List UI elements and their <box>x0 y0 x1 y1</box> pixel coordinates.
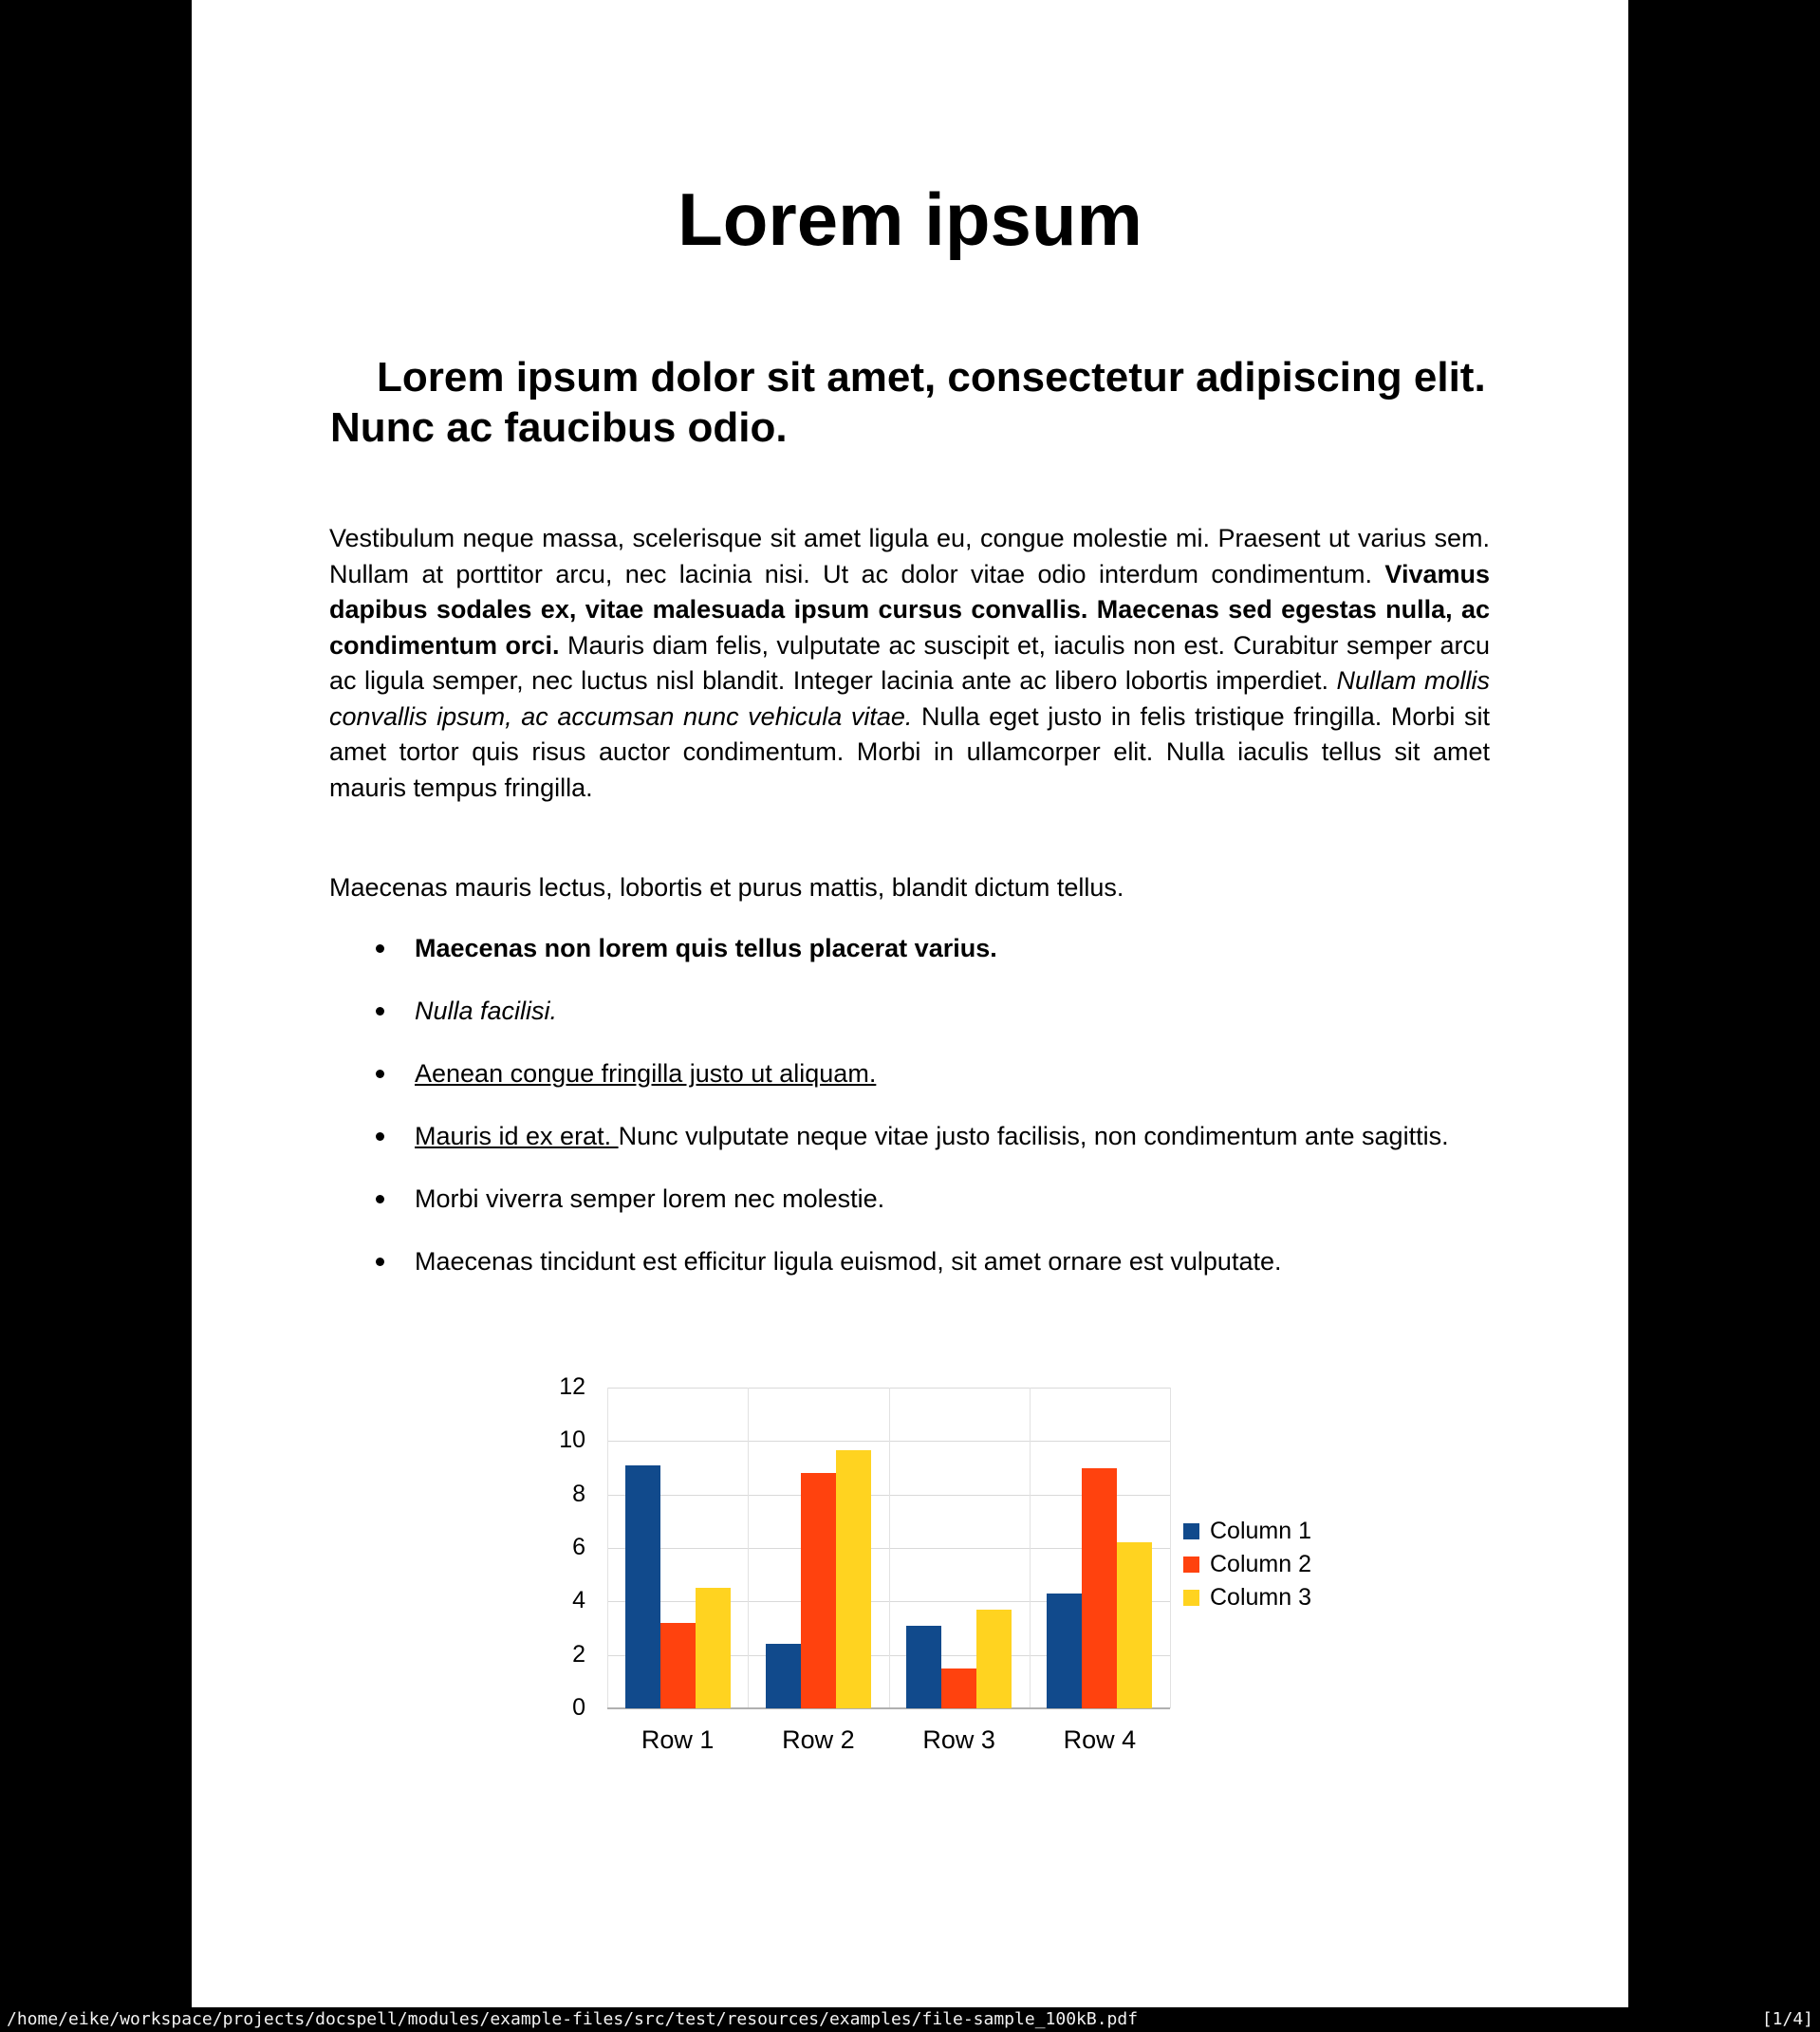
bullet-list <box>329 931 1490 1307</box>
legend-label: Column 3 <box>1210 1583 1311 1611</box>
text-segment: Maecenas non lorem quis tellus placerat varius. <box>415 934 997 962</box>
status-bar <box>0 2007 1820 2032</box>
chart-bar <box>625 1465 660 1708</box>
chart-vertical-gridline <box>748 1388 749 1708</box>
chart-bar <box>660 1623 696 1708</box>
bar-chart <box>192 1371 1628 1780</box>
legend-swatch <box>1183 1557 1199 1573</box>
bullet-item <box>329 931 1490 967</box>
bullet-item <box>329 994 1490 1030</box>
intro-paragraph: Maecenas mauris lectus, lobortis et purus mattis, blandit dictum tellus. <box>329 873 1124 902</box>
chart-y-tick-label: 4 <box>572 1587 585 1614</box>
chart-bar <box>976 1610 1012 1708</box>
chart-y-tick-label: 8 <box>572 1480 585 1507</box>
status-file-path: /home/eike/workspace/projects/docspell/modules/example-files/src/test/resources/examples/file-sample_100kB.pdf <box>7 2009 1139 2029</box>
legend-item <box>1183 1519 1311 1543</box>
document-heading: Lorem ipsum dolor sit amet, consectetur adipiscing elit. Nunc ac faucibus odio. <box>330 354 1486 451</box>
bullet-item <box>329 1056 1490 1092</box>
bullet-dot-icon <box>376 1070 384 1078</box>
chart-bar <box>696 1588 731 1708</box>
document-title: Lorem ipsum <box>678 177 1142 261</box>
chart-bar <box>1047 1594 1082 1708</box>
chart-y-tick-label: 6 <box>572 1534 585 1560</box>
chart-bar <box>766 1644 801 1708</box>
chart-bar <box>801 1473 836 1708</box>
bullet-dot-icon <box>376 1007 384 1016</box>
chart-y-tick-label: 2 <box>572 1640 585 1668</box>
text-segment: Mauris diam felis, vulputate ac suscipit et, iaculis non est. Curabitur semper arcu ac ligula semper, nec luctus nisl blandit. Integer lacinia ante ac libero lobortis imperdiet. <box>329 630 1490 695</box>
legend-label: Column 2 <box>1210 1550 1311 1577</box>
chart-category-label: Row 3 <box>922 1725 995 1754</box>
chart-bar <box>941 1668 976 1708</box>
chart-vertical-gridline <box>1030 1388 1031 1708</box>
legend-item <box>1183 1552 1311 1576</box>
text-segment: Vivamus dapibus sodales ex, vitae malesuada ipsum cursus convallis. Maecenas sed egestas nulla, ac condimentum orci. <box>329 559 1490 660</box>
legend-swatch <box>1183 1590 1199 1606</box>
chart-bar <box>1117 1542 1152 1708</box>
text-segment: Morbi viverra semper lorem nec molestie. <box>415 1184 885 1213</box>
text-segment: Nulla facilisi. <box>415 997 558 1025</box>
text-segment: Nullam mollis convallis ipsum, ac accumsan nunc vehicula vitae. <box>329 666 1490 731</box>
chart-y-tick-label: 10 <box>559 1426 585 1454</box>
text-segment: Maecenas tincidunt est efficitur ligula euismod, sit amet ornare est vulputate. <box>415 1247 1282 1276</box>
chart-vertical-gridline <box>1170 1388 1171 1708</box>
bullet-dot-icon <box>376 944 384 953</box>
chart-category-label: Row 4 <box>1063 1725 1137 1754</box>
text-segment: Nulla eget justo in felis tristique fringilla. Morbi sit amet tortor quis risus auctor condimentum. Morbi in ullamcorper elit. Nulla iaculis tellus sit amet mauris tempus fringilla. <box>329 701 1490 802</box>
text-segment: Vestibulum neque massa, scelerisque sit amet ligula eu, congue molestie mi. Praesent ut varius sem. Nullam at porttitor arcu, nec lacinia nisi. Ut ac dolor vitae odio interdum condimentum. <box>329 524 1490 588</box>
document-page[interactable] <box>192 0 1628 2007</box>
legend-item <box>1183 1585 1311 1610</box>
text-segment: Aenean congue fringilla justo ut aliquam. <box>415 1059 877 1088</box>
legend-swatch <box>1183 1523 1199 1539</box>
chart-y-tick-label: 12 <box>559 1373 585 1400</box>
bullet-dot-icon <box>376 1195 384 1203</box>
chart-category-label: Row 1 <box>641 1725 715 1754</box>
bullet-item <box>329 1182 1490 1218</box>
bullet-dot-icon <box>376 1258 384 1266</box>
chart-bar <box>906 1626 941 1708</box>
bullet-dot-icon <box>376 1132 384 1141</box>
chart-y-tick-label: 0 <box>572 1694 585 1721</box>
chart-bar <box>1082 1468 1117 1709</box>
text-segment: Nunc vulputate neque vitae justo facilisis, non condimentum ante sagittis. <box>618 1122 1449 1150</box>
chart-vertical-gridline <box>889 1388 890 1708</box>
bullet-item <box>329 1244 1490 1280</box>
bullet-item <box>329 1119 1490 1155</box>
chart-bar <box>836 1450 871 1708</box>
legend-label: Column 1 <box>1210 1517 1311 1544</box>
chart-category-label: Row 2 <box>782 1725 855 1754</box>
text-segment: Mauris id ex erat. <box>415 1122 619 1150</box>
chart-vertical-gridline <box>607 1388 608 1708</box>
body-paragraph <box>329 521 1490 806</box>
status-page-indicator: [1/4] <box>1761 2009 1813 2029</box>
